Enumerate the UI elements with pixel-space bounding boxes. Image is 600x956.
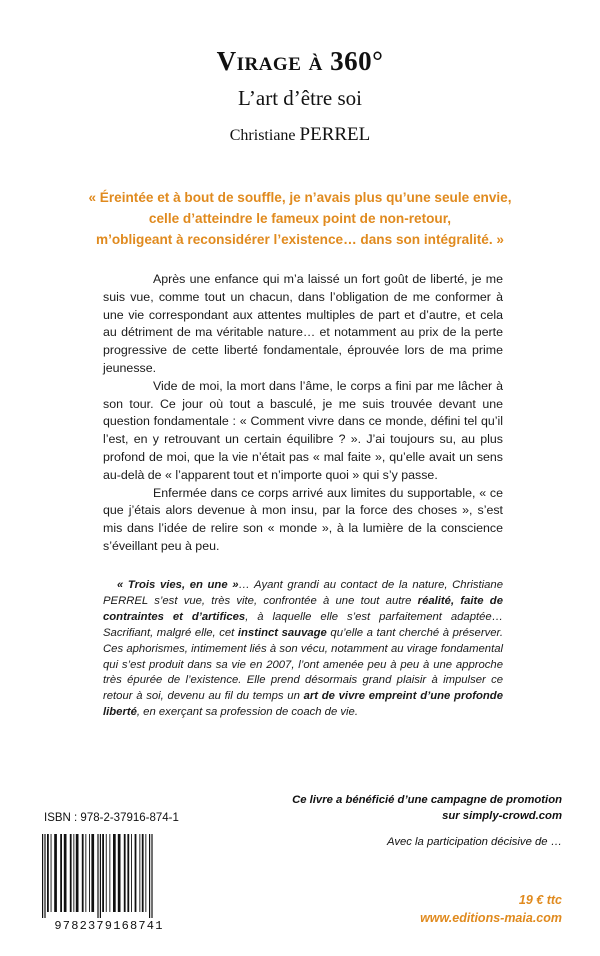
blurb-bold: art de vivre empreint d’une profonde liberté [103, 690, 503, 719]
author-name [0, 124, 600, 146]
isbn-number: ISBN : 978-2-37916-874-1 [44, 812, 179, 824]
barcode-bar [82, 834, 84, 912]
book-subtitle: L’art d’être soi [237, 86, 362, 110]
barcode-bar [142, 834, 144, 912]
barcode-bar [91, 834, 94, 912]
barcode-bar [97, 834, 98, 918]
barcode-bar [109, 834, 110, 912]
blurb-bold: instinct sauvage [237, 626, 327, 639]
book-title: Virage à 360° [216, 46, 384, 76]
blurb-bold: « Trois vies, en une » [117, 579, 239, 591]
barcode-bar [85, 834, 86, 912]
price: 19 € ttc [518, 893, 562, 907]
quote-line: « Éreintée et à bout de souffle, je n’avais plus qu’une seule envie, [88, 190, 512, 205]
barcode-bar [54, 834, 57, 912]
quote-line: celle d’atteindre le fameux point de non-retour, [148, 211, 452, 226]
blurb-text: , à laquelle elle s’est parfaitement adaptée… Sacrifiant, malgré elle, cet [103, 610, 503, 639]
barcode-bar [76, 834, 79, 912]
promo-line-2: sur simply-crowd.com [442, 809, 562, 822]
promotion-note [292, 793, 562, 824]
barcode-bar [106, 834, 107, 912]
author-last-name: PERREL [299, 124, 371, 145]
author-blurb [103, 578, 503, 721]
publisher-website[interactable]: www.editions-maia.com [420, 911, 562, 925]
barcode-bars [42, 834, 153, 918]
barcode-bar [127, 834, 129, 912]
author-first-name: Christiane [229, 127, 296, 144]
blurb-text: … Ayant grandi au contact de la nature, Christiane PERREL s’est vue, très vite, confrontée à une tout autre [103, 579, 503, 607]
barcode-bar [124, 834, 126, 912]
barcode-bar [139, 834, 140, 912]
barcode-bar [51, 834, 52, 912]
barcode-bar [151, 834, 152, 918]
main-text [103, 271, 503, 556]
blurb-bold: réalité, faite de contraintes et d’artifices [103, 594, 503, 623]
barcode-bar [131, 834, 132, 912]
barcode-bar [145, 834, 146, 912]
barcode-bar [73, 834, 74, 912]
participation-note: Avec la participation décisive de … [387, 836, 562, 848]
barcode-bar [70, 834, 72, 912]
barcode [34, 832, 184, 932]
barcode-bar [118, 834, 121, 912]
highlight-quote [60, 187, 540, 250]
barcode-bar [135, 834, 137, 912]
blurb-text: qu’elle a tant cherché à préserver. Ces aphorismes, intimement liés à son vécu, notamment au virage fondamental qui s’est produit dans sa vie en 2007, l’ont amenée peu à peu à une approche très épurée de l’existence. Elle prend désormais grand plaisir à impulser ce retour à soi, devenu au fil du temps un [103, 626, 504, 703]
barcode-digits: 9782379168741 [54, 919, 164, 932]
paragraph: Enfermée dans ce corps arrivé aux limites du supportable, « ce que j’étais alors devenue à mon insu, par la force des choses », s’est mis dans l’idée de relire son « monde », à la lumière de la conscience s’éveillant peu à peu. [103, 485, 503, 553]
paragraph: Vide de moi, la mort dans l’âme, le corps a fini par me lâcher à son tour. Ce jour où tout a basculé, je me suis trouvée devant une question fondamentale : « Comment vivre dans ce monde, défini tel qu’il l’est, en y retrouvant un certain équilibre ? ». J’ai toujours su, au plus profond de moi, que la vie n’était pas « mal faite », qu’elle avait un sens au-delà de « l’apparent tout et n’importe quoi » qui s’y passe. [103, 378, 503, 482]
barcode-bar [113, 834, 116, 912]
barcode-bar [149, 834, 150, 918]
barcode-bar [60, 834, 62, 912]
quote-line: m’obligeant à reconsidérer l’existence… dans son intégralité. » [96, 232, 504, 247]
paragraph: Après une enfance qui m’a laissé un fort goût de liberté, je me suis vue, comme tout un chacun, dans l’obligation de me conformer à une vie correspondant aux attentes multiples de part et d’autre, et cela au détriment de ma véritable nature… et notamment au prix de la perte progressive de cette liberté fondamentale, éprouvée lors de ma prime jeunesse. [103, 272, 503, 375]
barcode-bar [100, 834, 101, 918]
blurb-text: , en exerçant sa profession de coach de vie. [136, 706, 358, 719]
barcode-bar [89, 834, 90, 912]
promo-line-1: Ce livre a bénéficié d’une campagne de promotion [292, 794, 562, 806]
barcode-bar [47, 834, 49, 912]
barcode-bar [42, 834, 43, 918]
barcode-bar [44, 834, 45, 918]
barcode-bar [102, 834, 104, 912]
barcode-bar [64, 834, 67, 912]
